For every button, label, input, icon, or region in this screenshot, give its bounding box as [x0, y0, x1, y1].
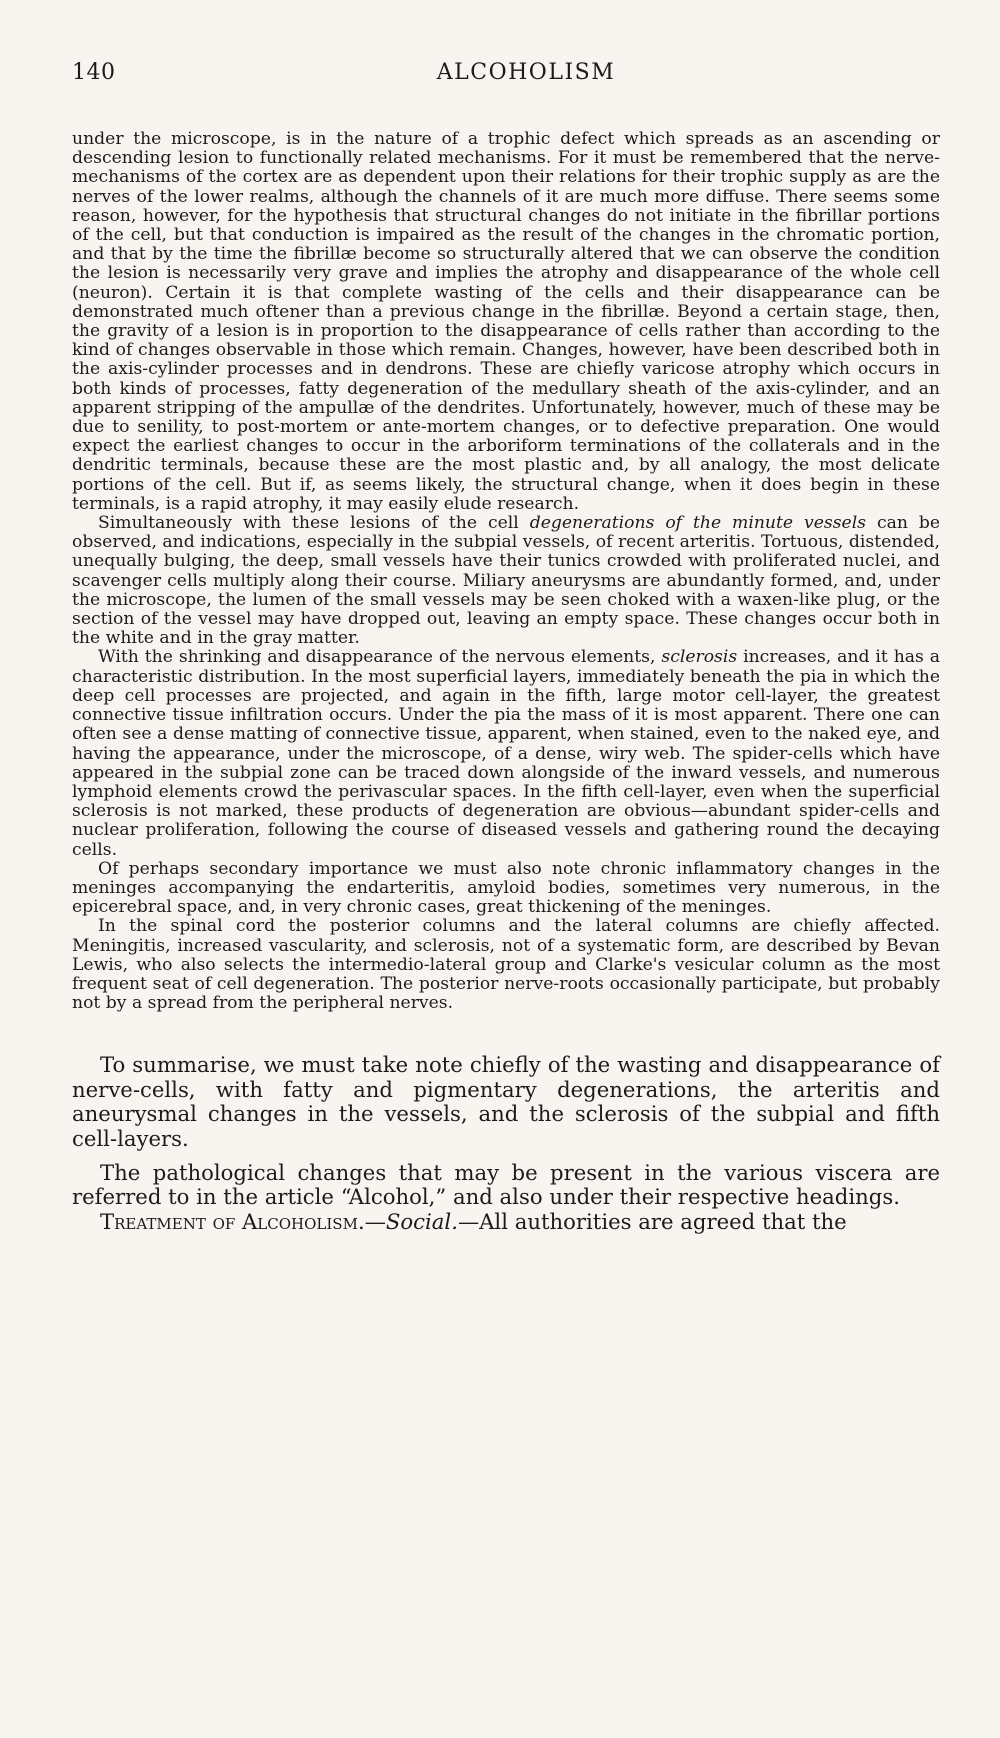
paragraph — [72, 648, 940, 859]
large-print-section — [72, 1053, 940, 1234]
summary-paragraph: To summarise, we must take note chiefly of the wasting and disappearance of nerve-cells, with fatty and pigmentary degenerations, the arteritis and aneurysmal changes in the vessels, and the sclerosis of the subpial and fifth cell-layers. — [72, 1052, 940, 1151]
dash: — — [364, 1208, 386, 1234]
paragraph: under the microscope, is in the nature of a trophic defect which spreads as an ascending or descending lesion to functionally related mechanisms. For it must be remembered that the nerve-mechanisms of the cortex are as dependent upon their relations for their trophic supply as are the nerves of the lower realms, although the channels of it are much more diffuse. There seems some reason, however, for the hypothesis that structural changes do not initiate in the fibrillar portions of the cell, but that conduction is impaired as the result of the changes in the chromatic portion, and that by the time the fibrillæ become so structurally altered that we can observe the condition the lesion is necessarily very grave and implies the atrophy and disappearance of the whole cell (neuron). Certain it is that complete wasting of the cells and their disappearance can be demonstrated much oftener than a previous change in the fibrillæ. Beyond a certain stage, then, the gravity of a lesion is in proportion to the disappearance of cells rather than according to the kind of changes observable in those which remain. Changes, however, have been described both in the axis-cylinder processes and in dendrons. These are chiefly varicose atrophy which occurs in both kinds of processes, fatty degeneration of the medullary sheath of the axis-cylinder, and an apparent stripping of the ampullæ of the dendrites. Unfortunately, however, much of these may be due to senility, to post-mortem or ante-mortem changes, or to defective preparation. One would expect the earliest changes to occur in the arboriform terminations of the collaterals and in the dendritic terminals, because these are the most plastic and, by all analogy, the most delicate portions of the cell. But if, as seems likely, the structural change, when it does begin in these terminals, is a rapid atrophy, it may easily elude research. — [72, 129, 940, 514]
paragraph-text: With the shrinking and disappearance of the nervous elements, — [98, 647, 662, 668]
page-header — [72, 60, 940, 102]
page-number: 140 — [72, 60, 116, 85]
paragraph: The pathological changes that may be present in the various viscera are referred to in the article “Alcohol,” and also under their respective headings. — [72, 1159, 940, 1210]
paragraph: Of perhaps secondary importance we must also note chronic inflammatory changes in the meninges accompanying the endarteritis, amyloid bodies, sometimes very numerous, in the epicerebral space, and, in very chronic cases, great thickening of the meninges. — [72, 858, 940, 918]
section-heading: Treatment of Alcoholism. — [100, 1208, 365, 1234]
italic-term: degenerations of the minute vessels — [529, 513, 867, 534]
subsection-heading: Social. — [385, 1208, 458, 1234]
paragraph — [72, 514, 940, 648]
paragraph-text: increases, and it has a characteristic distribution. In the most superficial layers, immediately beneath the pia in which the deep cell processes are projected, and again in the fifth, large motor cell-layer, the greatest connective tissue infiltration occurs. Under the pia the mass of it is most apparent. There one can often see a dense matting of connective tissue, apparent, when stained, even to the naked eye, and having the appearance, under the microscope, of a dense, wiry web. The spider-cells which have appeared in the subpial zone can be traced down alongside of the inward vessels, and numerous lymphoid elements crowd the perivascular spaces. In the fifth cell-layer, even when the superficial sclerosis is not marked, these products of degeneration are obvious—abundant spider-cells and nuclear proliferation, following the course of diseased vessels and gathering round the decaying cells. — [72, 647, 940, 860]
small-print-section — [72, 130, 940, 1013]
italic-term: sclerosis — [661, 647, 738, 668]
section-heading-paragraph — [72, 1210, 940, 1234]
paragraph: In the spinal cord the posterior columns and the lateral columns are chiefly affected. Meningitis, increased vascularity, and sclerosis, not of a systematic form, are described by Bevan Lewis, who also selects the intermedio-lateral group and Clarke's vesicular column as the most frequent seat of cell degeneration. The posterior nerve-roots occasionally participate, but probably not by a spread from the peripheral nerves. — [72, 916, 940, 1014]
paragraph-text: can be observed, and indications, especially in the subpial vessels, of recent arteritis. Tortuous, distended, unequally bulging, the deep, small vessels have their tunics crowded with proliferated nuclei, and scavenger cells multiply along their course. Miliary aneurysms are abundantly formed, and, under the microscope, the lumen of the small vessels may be seen choked with a waxen-like plug, or the section of the vessel may have dropped out, leaving an empty space. These changes occur both in the white and in the gray matter. — [72, 513, 940, 649]
running-title: ALCOHOLISM — [436, 60, 616, 85]
paragraph-text: Simultaneously with these lesions of the cell — [98, 513, 530, 534]
paragraph-text: —All authorities are agreed that the — [457, 1208, 847, 1234]
